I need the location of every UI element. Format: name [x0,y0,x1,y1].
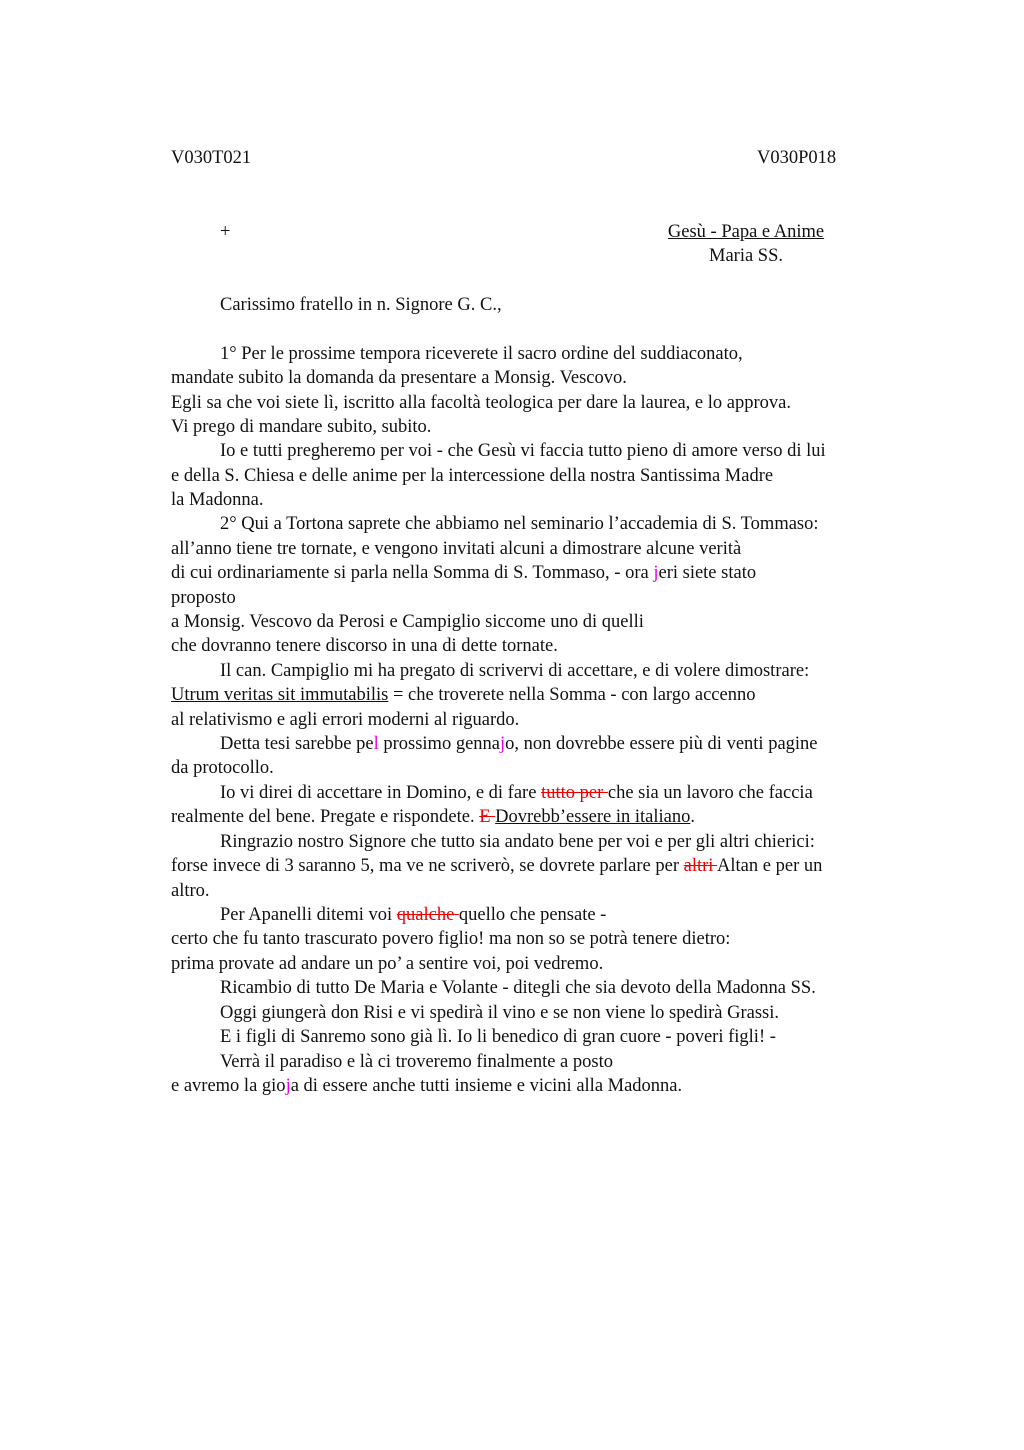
correction-mark: l [373,734,379,754]
text-line: Oggi giungerà don Risi e vi spedirà il vino e se non viene lo spedirà Grassi. [220,1003,780,1023]
text-span: . [690,807,695,827]
text-line: e della S. Chiesa e delle anime per la intercessione della nostra Santissima Madre [171,466,774,486]
text-line [171,561,756,585]
document-ref-left: V030T021 [171,148,252,168]
underlined-text: Dovrebb’essere in italiano [495,807,691,827]
text-line [171,1074,682,1098]
text-line: Egli sa che voi siete lì, iscritto alla facoltà teologica per dare la laurea, e lo approva. [171,393,791,413]
text-line: 2° Qui a Tortona saprete che abbiamo nel seminario l’accademia di S. Tommaso: [220,514,819,534]
deleted-text: tutto per [541,783,608,803]
text-line: E i figli di Sanremo sono già lì. Io li benedico di gran cuore - poveri figli! - [220,1027,776,1047]
text-line: Verrà il paradiso e là ci troveremo finalmente a posto [220,1052,613,1072]
text-line [220,781,813,805]
salutation: Carissimo fratello in n. Signore G. C., [220,295,502,315]
text-span: Detta tesi sarebbe pe [220,734,374,754]
text-line: Ringrazio nostro Signore che tutto sia andato bene per voi e per gli altri chierici: [220,832,815,852]
text-span: realmente del bene. Pregate e rispondete. [171,807,480,827]
correction-mark: j [653,563,659,583]
deleted-text: qualche [396,905,459,925]
text-line: certo che fu tanto trascurato povero figlio! ma non so se potrà tenere dietro: [171,929,731,949]
text-line: a Monsig. Vescovo da Perosi e Campiglio siccome uno di quelli [171,612,644,632]
text-line: Ricambio di tutto De Maria e Volante - ditegli che sia devoto della Madonna SS. [220,978,816,998]
text-line: Io e tutti pregheremo per voi - che Gesù vi faccia tutto pieno di amore verso di lui [220,441,826,461]
invocation-heading [650,220,842,268]
text-line: al relativismo e agli errori moderni al riguardo. [171,710,520,730]
text-line [220,732,818,756]
text-line: proposto [171,588,236,608]
text-span: Altan e per un [717,856,823,876]
text-span: prossimo genna [378,734,500,754]
text-line [171,805,695,829]
text-span: che sia un lavoro che faccia [607,783,813,803]
text-span: Per Apanelli ditemi voi [220,905,397,925]
text-line: all’anno tiene tre tornate, e vengono invitati alcuni a dimostrare alcune verità [171,539,742,559]
invocation-line-2: Maria SS. [709,246,783,266]
text-line: 1° Per le prossime tempora riceverete il sacro ordine del suddiaconato, [220,344,743,364]
text-span: e avremo la gio [171,1076,286,1096]
deleted-text: altri [683,856,718,876]
text-span: forse invece di 3 saranno 5, ma ve ne scriverò, se dovrete parlare per [171,856,684,876]
invocation-line-1: Gesù - Papa e Anime [667,222,825,242]
text-line: altro. [171,881,210,901]
text-line [171,683,755,707]
text-line: la Madonna. [171,490,264,510]
text-span: a di essere anche tutti insieme e vicini alla Madonna. [290,1076,683,1096]
deleted-text: E [479,807,496,827]
text-span: quello che pensate - [458,905,607,925]
text-line: prima provate ad andare un po’ a sentire voi, poi vedremo. [171,954,604,974]
text-span: Io vi direi di accettare in Domino, e di fare [220,783,542,803]
text-line: che dovranno tenere discorso in una di dette tornate. [171,636,558,656]
text-line: Vi prego di mandare subito, subito. [171,417,432,437]
correction-mark: j [500,734,506,754]
text-line: Il can. Campiglio mi ha pregato di scrivervi di accettare, e di volere dimostrare: [220,661,810,681]
cross-mark: + [220,222,231,242]
document-ref-right: V030P018 [757,148,837,168]
correction-mark: j [285,1076,291,1096]
thesis-title: Utrum veritas sit immutabilis [171,685,389,705]
text-line: da protocollo. [171,758,274,778]
text-span: di cui ordinariamente si parla nella Somma di S. Tommaso, - ora [171,563,654,583]
text-span: = che troverete nella Somma - con largo accenno [388,685,756,705]
text-span: o, non dovrebbe essere più di venti pagine [505,734,818,754]
text-line [220,903,606,927]
text-line [171,854,822,878]
text-line: mandate subito la domanda da presentare a Monsig. Vescovo. [171,368,627,388]
text-span: eri siete stato [658,563,757,583]
